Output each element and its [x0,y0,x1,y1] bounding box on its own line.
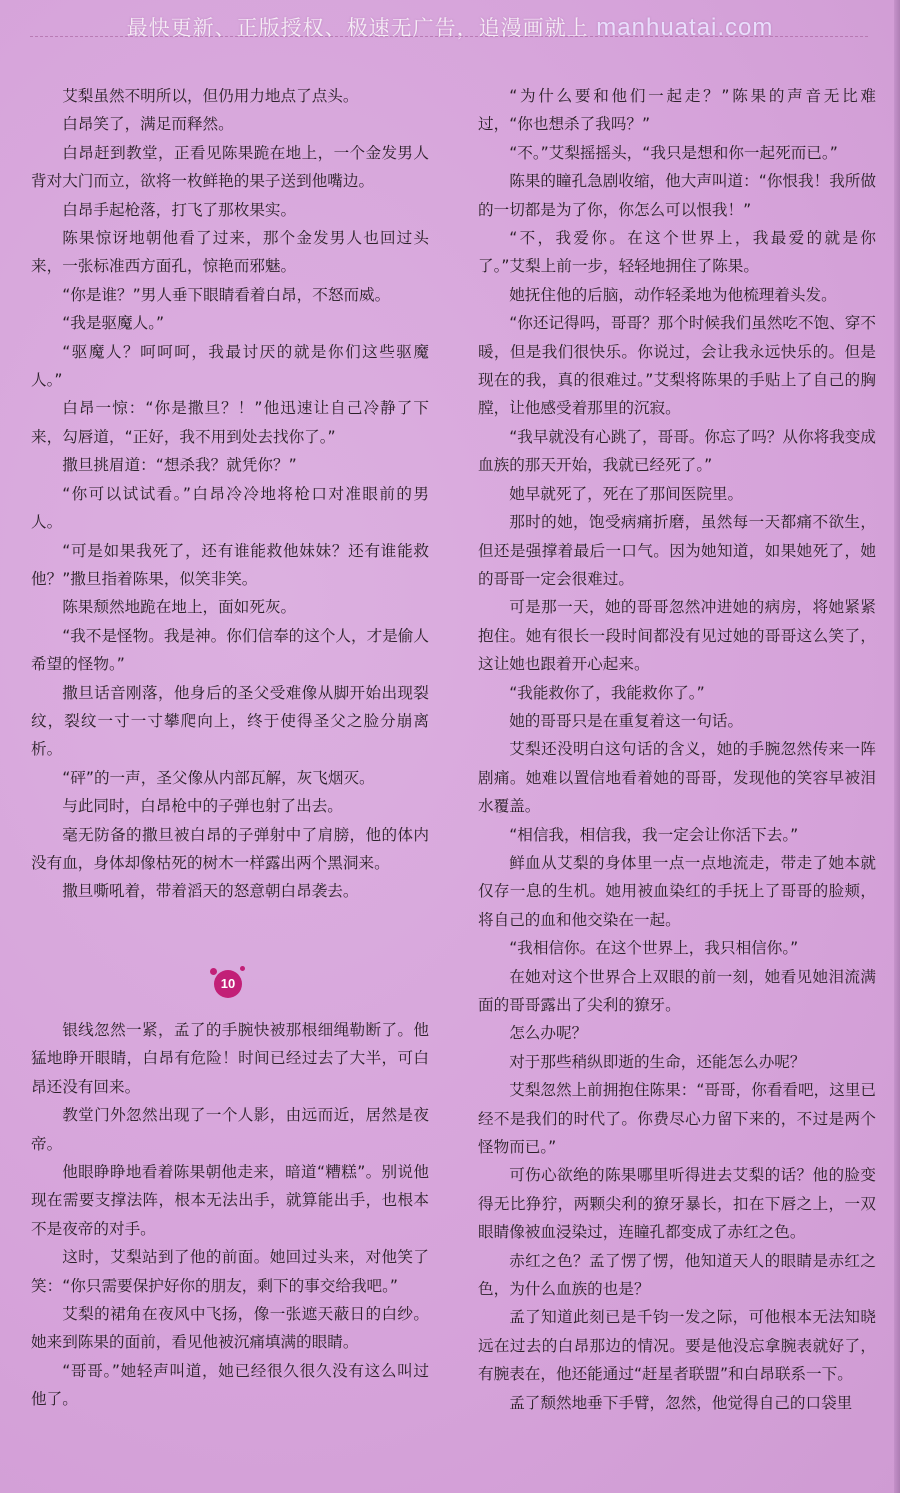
paragraph: “我相信你。在这个世界上，我只相信你。” [509,939,799,958]
page-edge-shadow [894,0,900,1493]
ink-splat [210,968,217,975]
left-column-bottom [31,1016,429,1414]
ink-splat [240,966,245,971]
paragraph: “我是驱魔人。” [62,314,165,333]
section-number: 10 [214,970,242,998]
paragraph: “不，我爱你。在这个世界上，我最爱的就是你了。”艾梨上前一步，轻轻地拥住了陈果。 [478,229,876,276]
paragraph: 在她对这个世界合上双眼的前一刻，她看见她泪流满面的哥哥露出了尖利的獠牙。 [478,967,876,1014]
watermark-domain: manhuatai.com [596,14,774,41]
paragraph: “哥哥。”她轻声叫道，她已经很久很久没有这么叫过他了。 [31,1361,429,1409]
paragraph: 可伤心欲绝的陈果哪里听得进去艾梨的话？他的脸变得无比狰狞，两颗尖利的獠牙暴长，扣在下唇之上，一双眼睛像被血浸染过，连瞳孔都变成了赤红之色。 [478,1166,876,1242]
paragraph: 那时的她，饱受病痛折磨，虽然每一天都痛不欲生，但还是强撑着最后一口气。因为她知道，如果她死了，她的哥哥一定会很难过。 [478,513,876,588]
paragraph: 毫无防备的撒旦被白昂的子弹射中了肩膀，他的体内没有血，身体却像枯死的树木一样露出两个黑洞来。 [31,825,429,872]
right-column [478,82,876,1417]
paragraph: 撒旦挑眉道：“想杀我？就凭你？” [62,456,297,475]
watermark [0,12,900,42]
paragraph: 孟了颓然地垂下手臂，忽然，他觉得自己的口袋里 [509,1393,853,1412]
paragraph: “可是如果我死了，还有谁能救他妹妹？还有谁能救他？”撒旦指着陈果，似笑非笑。 [31,541,429,588]
paragraph: 她的哥哥只是在重复着这一句话。 [509,711,744,730]
section-number-badge [210,966,246,1002]
paragraph: 她抚住他的后脑，动作轻柔地为他梳理着头发。 [509,285,837,304]
paragraph: “驱魔人？呵呵呵，我最讨厌的就是你们这些驱魔人。” [31,342,429,390]
paragraph: “你是谁？”男人垂下眼睛看着白昂，不怒而威。 [62,285,391,304]
paragraph: 陈果惊讶地朝他看了过来，那个金发男人也回过头来，一张标准西方面孔，惊艳而邪魅。 [31,229,429,276]
paragraph: 白昂一惊：“你是撒旦？！”他迅速让自己冷静了下来，勾唇道，“正好，我不用到处去找你了。” [31,399,429,446]
paragraph: “你还记得吗，哥哥？那个时候我们虽然吃不饱、穿不暖，但是我们很快乐。你说过，会让我永远快乐的。但是现在的我，真的很难过。”艾梨将陈果的手贴上了自己的胸膛，让他感受着那里的沉寂。 [478,314,876,418]
watermark-text: 最快更新、正版授权、极速无广告，追漫画就上 [126,16,597,40]
paragraph: “不。”艾梨摇摇头，“我只是想和你一起死而已。” [509,143,838,162]
paragraph: 这时，艾梨站到了他的前面。她回过头来，对他笑了笑：“你只需要保护好你的朋友，剩下的事交给我吧。” [31,1248,429,1295]
paragraph: 艾梨虽然不明所以，但仍用力地点了点头。 [62,87,359,105]
left-column-top [31,82,429,906]
paragraph: 对于那些稍纵即逝的生命，还能怎么办呢？ [509,1052,806,1071]
paragraph: “你可以试试看。”白昂冷冷地将枪口对准眼前的男人。 [31,484,429,532]
paragraph: 艾梨忽然上前拥抱住陈果：“哥哥，你看看吧，这里已经不是我们的时代了。你费尽心力留下来的，不过是两个怪物而已。” [478,1081,876,1157]
header-divider [30,36,868,37]
paragraph: 陈果颓然地跪在地上，面如死灰。 [62,598,297,617]
paragraph: 白昂手起枪落，打飞了那枚果实。 [62,200,297,219]
paragraph: 白昂笑了，满足而释然。 [62,115,234,134]
paragraph: 鲜血从艾梨的身体里一点一点地流走，带走了她本就仅存一息的生机。她用被血染红的手抚上了哥哥的脸颊，将自己的血和他交染在一起。 [478,853,876,929]
paragraph: 撒旦嘶吼着，带着滔天的怒意朝白昂袭去。 [62,882,359,901]
paragraph: 赤红之色？孟了愣了愣，他知道天人的眼睛是赤红之色，为什么血族的也是？ [478,1251,876,1299]
paragraph: 与此同时，白昂枪中的子弹也射了出去。 [62,797,343,816]
paragraph: “砰”的一声，圣父像从内部瓦解，灰飞烟灭。 [62,768,375,787]
paragraph: “我不是怪物。我是神。你们信奉的这个人，才是偷人希望的怪物。” [31,626,429,674]
paragraph: “为什么要和他们一起走？”陈果的声音无比难过，“你也想杀了我吗？” [478,87,876,134]
paragraph: 银线忽然一紧，孟了的手腕快被那根细绳勒断了。他猛地睁开眼睛，白昂有危险！时间已经过去了大半，可白昂还没有回来。 [31,1021,429,1096]
paragraph: 她早就死了，死在了那间医院里。 [509,484,744,503]
paragraph: “我早就没有心跳了，哥哥。你忘了吗？从你将我变成血族的那天开始，我就已经死了。” [478,427,876,475]
paragraph: 艾梨还没明白这句话的含义，她的手腕忽然传来一阵剧痛。她难以置信地看着她的哥哥，发现他的笑容早被泪水覆盖。 [478,740,876,816]
paragraph: “我能救你了，我能救你了。” [509,683,705,702]
paragraph: 孟了知道此刻已是千钧一发之际，可他根本无法知晓远在过去的白昂那边的情况。要是他没忘拿腕表就好了，有腕表在，他还能通过“赶星者联盟”和白昂联系一下。 [478,1308,876,1384]
paragraph: 撒旦话音刚落，他身后的圣父受难像从脚开始出现裂纹，裂纹一寸一寸攀爬向上，终于使得圣父之脸分崩离析。 [31,683,429,759]
paragraph: “相信我，相信我，我一定会让你活下去。” [509,825,799,844]
paragraph: 艾梨的裙角在夜风中飞扬，像一张遮天蔽日的白纱。她来到陈果的面前，看见他被沉痛填满的眼睛。 [31,1305,429,1352]
paragraph: 怎么办呢？ [509,1024,588,1043]
paragraph: 陈果的瞳孔急剧收缩，他大声叫道：“你恨我！我所做的一切都是为了你，你怎么可以恨我！” [478,172,876,219]
paragraph: 教堂门外忽然出现了一个人影，由远而近，居然是夜帝。 [31,1106,429,1153]
paragraph: 他眼睁睁地看着陈果朝他走来，暗道“糟糕”。别说他现在需要支撑法阵，根本无法出手，就算能出手，也根本不是夜帝的对手。 [31,1163,429,1238]
paragraph: 白昂赶到教堂，正看见陈果跪在地上，一个金发男人背对大门而立，欲将一枚鲜艳的果子送到他嘴边。 [31,143,429,191]
paragraph: 可是那一天，她的哥哥忽然冲进她的病房，将她紧紧抱住。她有很长一段时间都没有见过她的哥哥这么笑了，这让她也跟着开心起来。 [478,598,876,674]
